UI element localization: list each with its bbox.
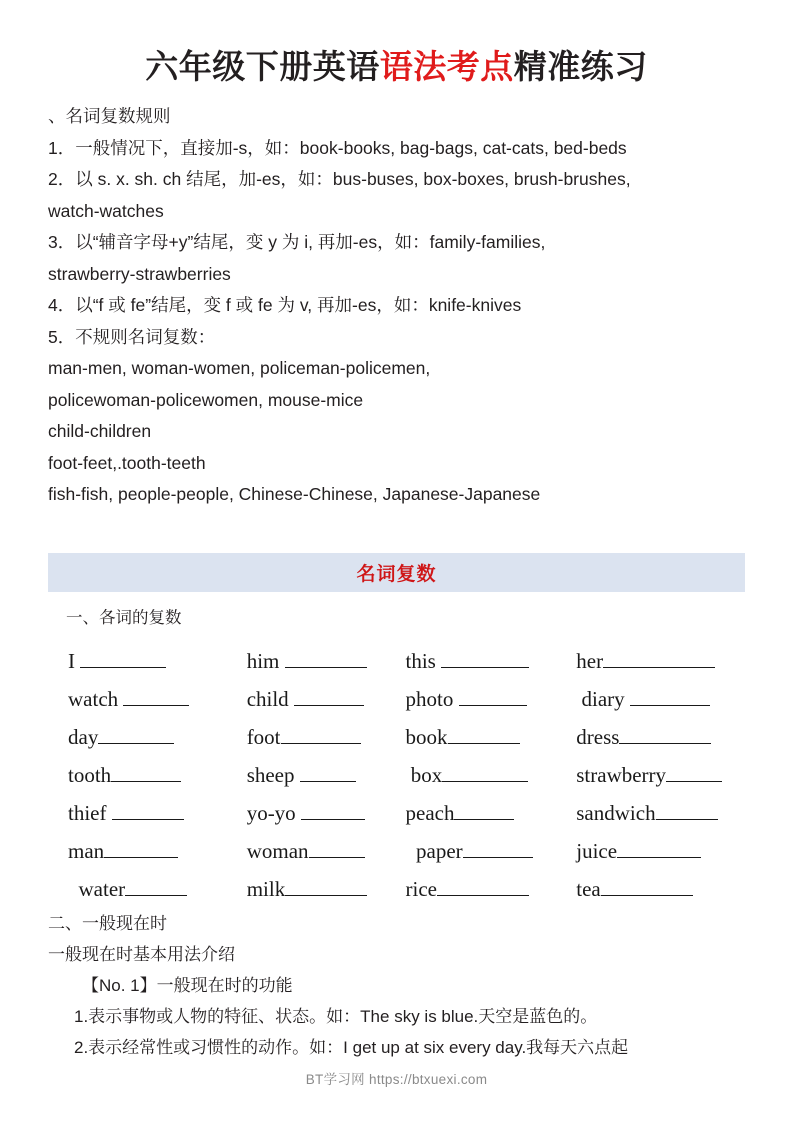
tense-item-title: 【No. 1】一般现在时的功能 — [82, 975, 293, 995]
rule-line: 3．以“辅音字母+y”结尾，变 y 为 i, 再加-es，如：family-families, — [48, 232, 546, 253]
rule-line: man-men, woman-women, policeman-policemen, — [48, 358, 431, 379]
exercise-word: tea — [576, 876, 601, 901]
exercise-word: sandwich — [576, 800, 656, 825]
exercise-word: child — [246, 686, 294, 711]
exercise-cell — [576, 687, 745, 712]
answer-blank[interactable] — [454, 804, 514, 820]
answer-blank[interactable] — [300, 766, 356, 782]
answer-blank[interactable] — [442, 766, 528, 782]
rule-line: 4．以“f 或 fe”结尾，变 f 或 fe 为 v, 再加-es，如：knife-knives — [48, 295, 522, 316]
exercise-row — [48, 712, 745, 750]
noun-plural-rules — [48, 101, 745, 511]
exercise-row — [48, 636, 745, 674]
tense-section — [48, 908, 745, 1063]
answer-blank[interactable] — [285, 880, 367, 896]
exercise-word: yo-yo — [246, 800, 301, 825]
rule-line: 1．一般情况下，直接加-s，如：book-books, bag-bags, cat-cats, bed-beds — [48, 137, 627, 158]
exercise-word: diary — [576, 686, 630, 711]
footer-watermark: BT学习网 https://btxuexi.com — [305, 1072, 488, 1087]
exercise-word: woman — [246, 838, 309, 863]
exercise-cell — [48, 801, 247, 826]
answer-blank[interactable] — [294, 690, 364, 706]
exercise-cell — [48, 877, 247, 902]
section-banner — [48, 553, 745, 592]
tense-heading: 二、一般现在时 — [48, 913, 167, 933]
exercise-word: milk — [246, 876, 286, 901]
exercise-cell — [576, 649, 745, 674]
tense-item: 2.表示经常性或习惯性的动作。如：I get up at six every day.我每天六点起 — [74, 1037, 629, 1057]
answer-blank[interactable] — [666, 766, 722, 782]
answer-blank[interactable] — [437, 880, 529, 896]
exercise-heading: 一、各词的复数 — [66, 608, 182, 627]
exercise-word: man — [68, 838, 105, 863]
exercise-word: rice — [405, 876, 437, 901]
exercise-row — [48, 674, 745, 712]
answer-blank[interactable] — [617, 842, 701, 858]
answer-blank[interactable] — [125, 880, 187, 896]
title-part-before: 六年级下册英语 — [145, 48, 380, 85]
exercise-word: him — [246, 648, 285, 673]
exercise-word: thief — [68, 800, 112, 825]
tense-item: 1.表示事物或人物的特征、状态。如：The sky is blue.天空是蓝色的。 — [74, 1006, 598, 1026]
exercise-cell — [406, 725, 577, 750]
exercise-word: this — [405, 648, 442, 673]
exercise-word: tooth — [68, 762, 112, 787]
exercise-cell — [406, 687, 577, 712]
rule-line: 5．不规则名词复数： — [48, 326, 216, 347]
rule-line: policewoman-policewomen, mouse-mice — [48, 389, 364, 410]
exercise-cell — [247, 763, 406, 788]
exercise-cell — [406, 763, 577, 788]
exercise-row — [48, 826, 745, 864]
exercise-cell — [247, 877, 406, 902]
rule-line: child-children — [48, 421, 152, 442]
rules-heading: 、名词复数规则 — [48, 106, 171, 127]
answer-blank[interactable] — [630, 690, 710, 706]
exercise-cell — [48, 649, 247, 674]
answer-blank[interactable] — [459, 690, 527, 706]
answer-blank[interactable] — [112, 804, 184, 820]
tense-subheading: 一般现在时基本用法介绍 — [48, 944, 235, 964]
rule-line: fish-fish, people-people, Chinese-Chinese, Japanese-Japanese — [48, 484, 541, 505]
exercise-row — [48, 750, 745, 788]
exercise-word: I — [68, 648, 81, 673]
exercise-cell — [576, 763, 745, 788]
answer-blank[interactable] — [104, 842, 178, 858]
answer-blank[interactable] — [441, 652, 529, 668]
exercise-cell — [576, 725, 745, 750]
exercise-word: watch — [68, 686, 124, 711]
exercise-word: photo — [405, 686, 459, 711]
answer-blank[interactable] — [98, 728, 174, 744]
exercise-word: book — [405, 724, 448, 749]
exercise-cell — [247, 687, 406, 712]
exercise-cell — [406, 801, 577, 826]
answer-blank[interactable] — [80, 652, 166, 668]
exercise-cell — [48, 763, 247, 788]
exercise-cell — [406, 839, 577, 864]
answer-blank[interactable] — [281, 728, 361, 744]
rule-line: 2．以 s. x. sh. ch 结尾，加-es，如：bus-buses, box-boxes, brush-brushes, — [48, 169, 631, 190]
answer-blank[interactable] — [463, 842, 533, 858]
page-title — [48, 0, 745, 87]
title-part-accent: 语法考点 — [379, 48, 514, 85]
answer-blank[interactable] — [123, 690, 189, 706]
answer-blank[interactable] — [309, 842, 365, 858]
exercise-word: foot — [246, 724, 281, 749]
title-part-after: 精准练习 — [513, 48, 648, 85]
answer-blank[interactable] — [448, 728, 520, 744]
exercise-word: her — [576, 648, 604, 673]
exercise-cell — [48, 839, 247, 864]
rule-line: strawberry-strawberries — [48, 263, 231, 284]
exercise-word: day — [68, 724, 99, 749]
rule-line: foot-feet,.tooth-teeth — [48, 452, 206, 473]
exercise-cell — [406, 877, 577, 902]
answer-blank[interactable] — [619, 728, 711, 744]
exercise-grid — [48, 636, 745, 902]
exercise-cell — [48, 687, 247, 712]
exercise-word: water — [68, 876, 126, 901]
answer-blank[interactable] — [301, 804, 365, 820]
answer-blank[interactable] — [603, 652, 715, 668]
exercise-cell — [576, 877, 745, 902]
exercise-word: box — [405, 762, 443, 787]
exercise-cell — [247, 801, 406, 826]
exercise-cell — [48, 725, 247, 750]
exercise-cell — [247, 839, 406, 864]
answer-blank[interactable] — [111, 766, 181, 782]
exercise-cell — [576, 839, 745, 864]
rule-line: watch-watches — [48, 200, 164, 221]
exercise-word: strawberry — [576, 762, 667, 787]
exercise-row — [48, 788, 745, 826]
exercise-row — [48, 864, 745, 902]
exercise-word: sheep — [246, 762, 300, 787]
answer-blank[interactable] — [656, 804, 718, 820]
exercise-word: paper — [405, 838, 463, 863]
exercise-word: peach — [405, 800, 455, 825]
section-banner-label: 名词复数 — [356, 563, 437, 585]
exercise-cell — [576, 801, 745, 826]
exercise-cell — [247, 649, 406, 674]
answer-blank[interactable] — [285, 652, 367, 668]
exercise-word: juice — [576, 838, 618, 863]
exercise-cell — [247, 725, 406, 750]
answer-blank[interactable] — [601, 880, 693, 896]
exercise-word: dress — [576, 724, 620, 749]
exercise-cell — [406, 649, 577, 674]
